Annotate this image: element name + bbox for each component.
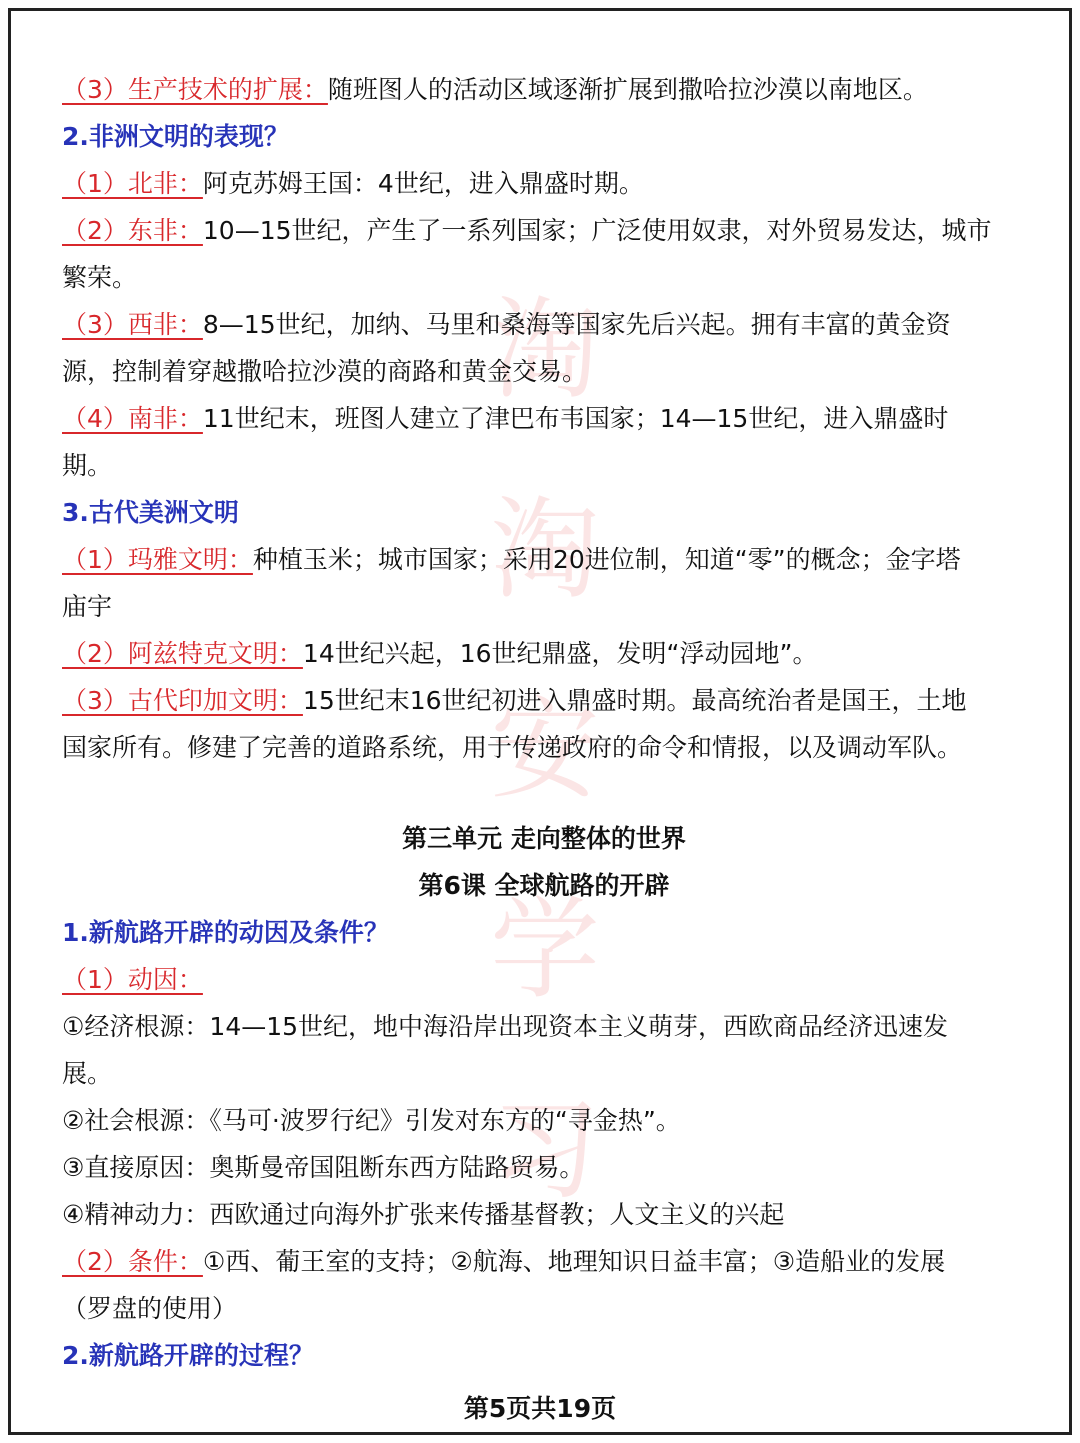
text-line [62,160,1026,207]
text-line-continued: （罗盘的使用） [62,1294,238,1323]
line-text: 种植玉米；城市国家；采用20进位制，知道“零”的概念；金字塔 [252,545,961,574]
lesson-title: 第6课 全球航路的开辟 [418,871,670,900]
text-line-continued: 源，控制着穿越撒哈拉沙漠的商路和黄金交易。 [62,357,588,386]
text-line-continued: 繁荣。 [62,263,138,292]
subsection-label: （3）西非： [62,310,203,339]
page-number: 第5页共19页 [463,1394,617,1423]
text-line [62,956,1026,1003]
text-line: ④精神动力：西欧通过向海外扩张来传播基督教；人文主义的兴起 [62,1200,785,1229]
text-line [62,536,1026,583]
text-line [62,66,1026,113]
subsection-label: （1）动因： [62,965,203,994]
text-line [62,1238,1026,1285]
text-line-continued: 展。 [62,1059,113,1088]
text-line [62,301,1026,348]
section-heading: 2.新航路开辟的过程？ [62,1341,314,1370]
text-line: ③直接原因：奥斯曼帝国阻断东西方陆路贸易。 [62,1153,585,1182]
text-line [62,395,1026,442]
line-text: 阿克苏姆王国：4世纪，进入鼎盛时期。 [202,169,644,198]
spacer [62,771,1026,815]
text-line-continued: 期。 [62,451,113,480]
text-line [62,207,1026,254]
subsection-label: （3）古代印加文明： [62,686,303,715]
unit-title: 第三单元 走向整体的世界 [402,824,686,853]
subsection-label: （2）东非： [62,216,203,245]
text-line: ②社会根源：《马可·波罗行纪》引发对东方的“寻金热”。 [62,1106,681,1135]
subsection-label: （1）玛雅文明： [62,545,253,574]
line-text: 随班图人的活动区域逐渐扩展到撒哈拉沙漠以南地区。 [327,75,928,104]
subsection-label: （1）北非： [62,169,203,198]
text-line-continued: 庙宇 [62,592,113,621]
section-heading: 2.非洲文明的表现？ [62,122,289,151]
line-text: 11世纪末，班图人建立了津巴布韦国家；14—15世纪，进入鼎盛时 [202,404,949,433]
subsection-label: （4）南非： [62,404,203,433]
text-line [62,630,1026,677]
text-line: ①经济根源：14—15世纪，地中海沿岸出现资本主义萌芽，西欧商品经济迅速发 [62,1012,949,1041]
section-heading: 1.新航路开辟的动因及条件？ [62,918,389,947]
line-text: 10—15世纪，产生了一系列国家；广泛使用奴隶，对外贸易发达，城市 [202,216,992,245]
line-text: 14世纪兴起，16世纪鼎盛，发明“浮动园地”。 [302,639,818,668]
watermark: 淘 淘 安 学 习 [490,286,600,1214]
section-heading: 3.古代美洲文明 [62,498,239,527]
line-text: ①西、葡王室的支持；②航海、地理知识日益丰富；③造船业的发展 [202,1247,946,1276]
subsection-label: （2）阿兹特克文明： [62,639,303,668]
text-line [62,677,1026,724]
document-content [62,66,1026,1379]
line-text: 15世纪末16世纪初进入鼎盛时期。最高统治者是国王，土地 [302,686,967,715]
subsection-label: （3）生产技术的扩展： [62,75,328,104]
line-text: 8—15世纪，加纳、马里和桑海等国家先后兴起。拥有丰富的黄金资 [202,310,951,339]
subsection-label: （2）条件： [62,1247,203,1276]
text-line-continued: 国家所有。修建了完善的道路系统，用于传递政府的命令和情报，以及调动军队。 [62,733,963,762]
